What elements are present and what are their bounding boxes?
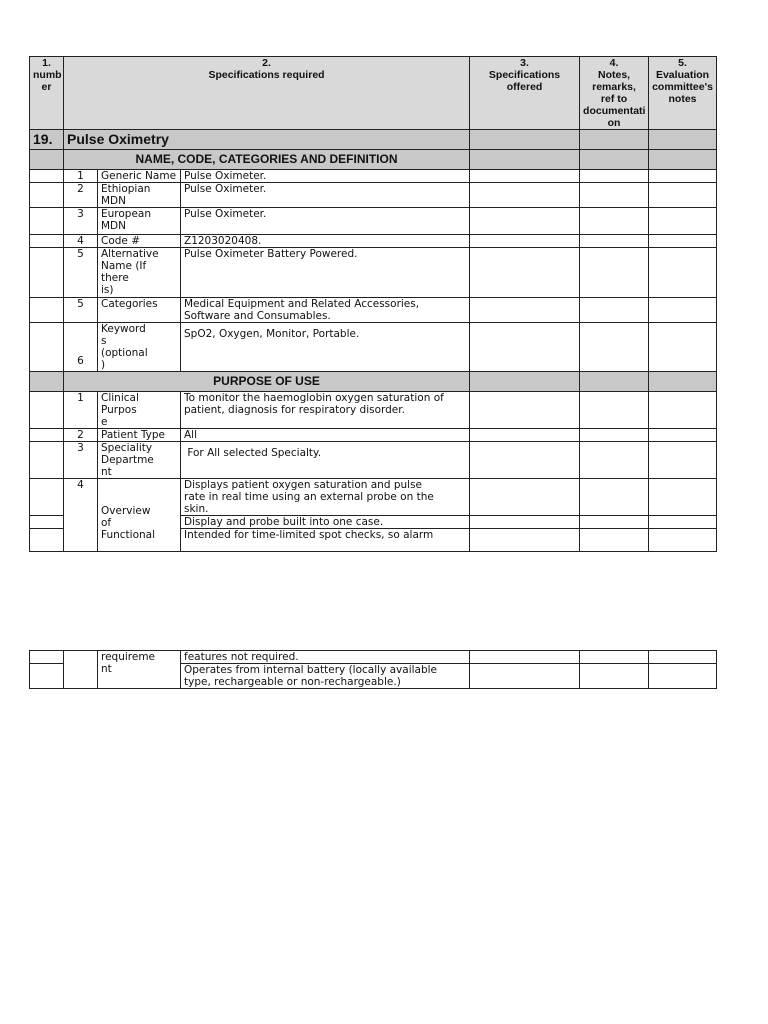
section-number: 19.: [30, 130, 64, 150]
continuation-table: [29, 650, 717, 689]
row-label: Alternative Name (If there is): [98, 248, 181, 298]
table-row: [30, 248, 717, 298]
header-evaluation-notes: 5. Evaluation committee's notes: [649, 57, 717, 130]
row-value: Pulse Oximeter Battery Powered.: [181, 248, 470, 298]
row-number: 1: [64, 392, 98, 429]
table-row: [30, 392, 717, 429]
row-value: Pulse Oximeter.: [181, 183, 470, 208]
row-label: Keyword s (optional ): [98, 323, 181, 372]
row-value: SpO2, Oxygen, Monitor, Portable.: [181, 323, 470, 372]
table-row: [30, 170, 717, 183]
row-value: To monitor the haemoglobin oxygen saturation of patient, diagnosis for respiratory disorder.: [181, 392, 470, 429]
specification-table: [29, 56, 717, 552]
table-row: [30, 208, 717, 235]
row-number: 6: [64, 323, 98, 372]
row-number: 5: [64, 248, 98, 298]
row-value: Z1203020408.: [181, 235, 470, 248]
row-label: Ethiopian MDN: [98, 183, 181, 208]
row-number: 5: [64, 298, 98, 323]
header-number: 1. numb er: [30, 57, 64, 130]
table-row: [30, 323, 717, 372]
table-row: [30, 651, 717, 664]
header-specifications-required: 2. Specifications required: [64, 57, 470, 130]
section-title-row: [30, 130, 717, 150]
band-purpose-row: [30, 372, 717, 392]
row-label: Generic Name: [98, 170, 181, 183]
band-name-code: NAME, CODE, CATEGORIES AND DEFINITION: [64, 150, 470, 170]
header-specifications-offered: 3. Specifications offered: [470, 57, 580, 130]
row-label: European MDN: [98, 208, 181, 235]
header-row: [30, 57, 717, 130]
row-number: 2: [64, 183, 98, 208]
row-label: Clinical Purpos e: [98, 392, 181, 429]
row-value: Operates from internal battery (locally available type, rechargeable or non-rechargeable.): [181, 664, 470, 689]
table-row: [30, 235, 717, 248]
row-value: features not required.: [181, 651, 470, 664]
row-value: Pulse Oximeter.: [181, 170, 470, 183]
row-label: Overview of Functional: [98, 479, 181, 552]
row-value: For All selected Specialty.: [181, 442, 470, 479]
row-value: Display and probe built into one case.: [181, 516, 470, 529]
row-number: 4: [64, 235, 98, 248]
table-row: [30, 183, 717, 208]
table-row: [30, 479, 717, 516]
band-name-code-row: [30, 150, 717, 170]
row-value: All: [181, 429, 470, 442]
row-number: 2: [64, 429, 98, 442]
row-number: 4: [64, 479, 98, 552]
table-row: [30, 442, 717, 479]
row-label: Patient Type: [98, 429, 181, 442]
row-number: 3: [64, 208, 98, 235]
row-label: Categories: [98, 298, 181, 323]
row-number: 1: [64, 170, 98, 183]
row-value: Medical Equipment and Related Accessories, Software and Consumables.: [181, 298, 470, 323]
row-label: Code #: [98, 235, 181, 248]
row-label: requireme nt: [98, 651, 181, 689]
row-number: 3: [64, 442, 98, 479]
band-purpose: PURPOSE OF USE: [64, 372, 470, 392]
row-value: Intended for time-limited spot checks, so alarm: [181, 529, 470, 552]
section-title: Pulse Oximetry: [64, 130, 470, 150]
header-notes: 4. Notes, remarks, ref to documentati on: [580, 57, 649, 130]
row-label: Speciality Departme nt: [98, 442, 181, 479]
row-value: Displays patient oxygen saturation and pulse rate in real time using an external probe on the skin.: [181, 479, 470, 516]
row-value: Pulse Oximeter.: [181, 208, 470, 235]
table-row: [30, 429, 717, 442]
table-row: [30, 298, 717, 323]
